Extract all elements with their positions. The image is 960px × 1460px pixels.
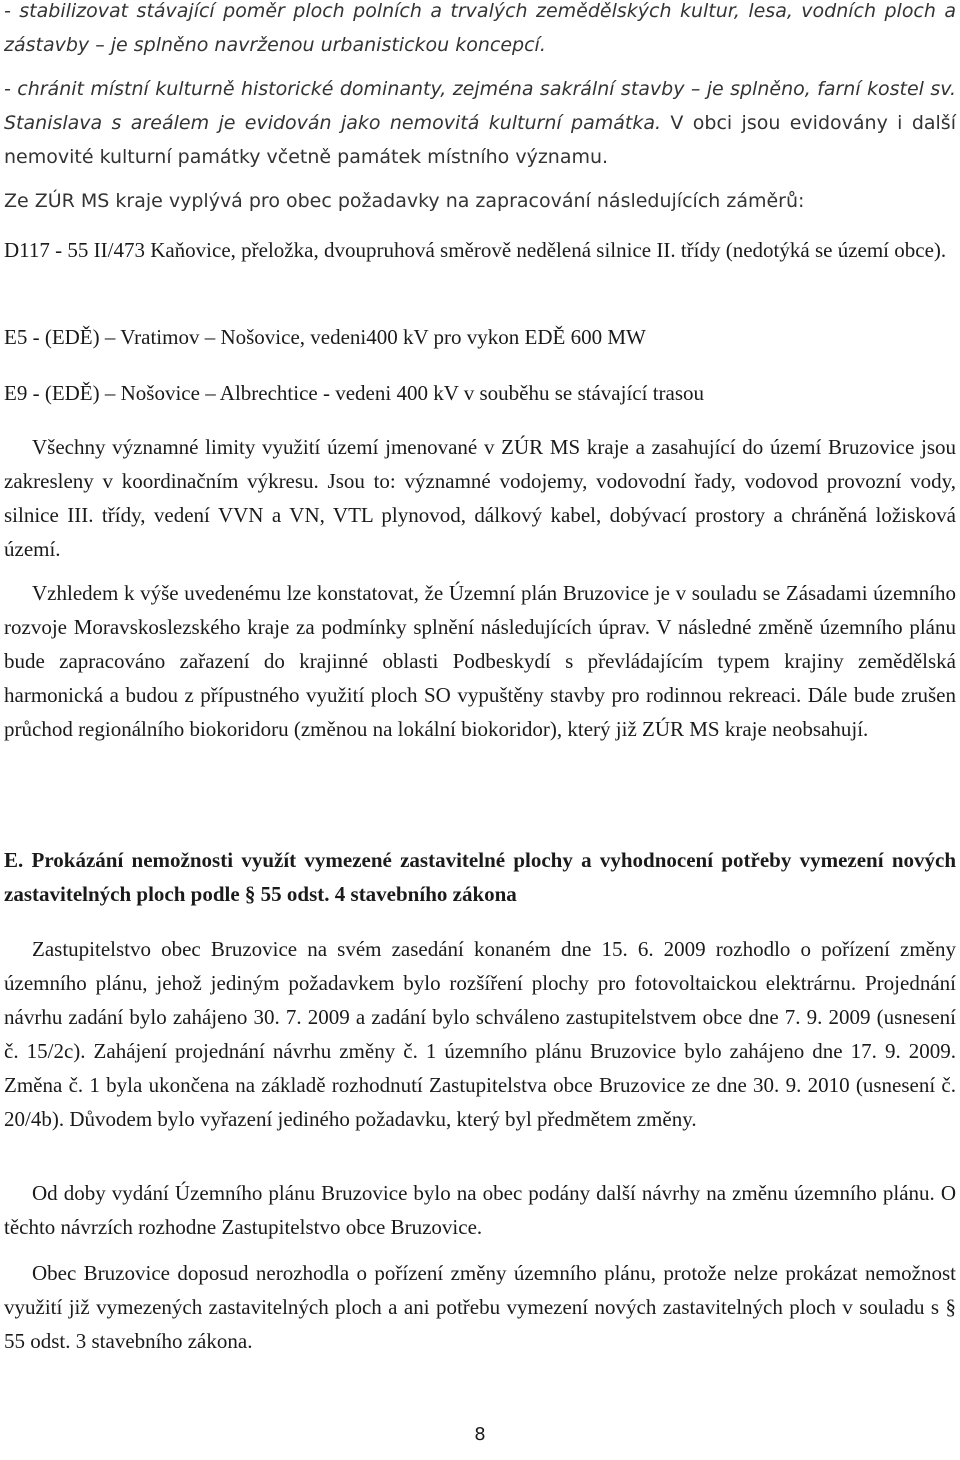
paragraph-cultural-dominants-lead: - chránit místní kulturně historické dominanty, zejména sakrální stavby – je splněno, farní kostel sv. Stanislava s areálem je evidován jako nemovitá kulturní památka. xyxy=(4,78,956,134)
paragraph-cultural-dominants-tail: V obci jsou evidovány i další nemovité kulturní památky včetně památek místního významu. xyxy=(4,112,956,168)
section-heading-e: E. Prokázání nemožnosti využít vymezené zastavitelné plochy a vyhodnocení potřeby vymezení nových zastavitelných ploch podle § 55 odst. 4 stavebního zákona xyxy=(4,848,956,906)
paragraph-e9: E9 - (EDĚ) – Nošovice – Albrechtice - vedeni 400 kV v souběhu se stávající trasou xyxy=(4,381,705,405)
paragraph-new-proposals: Od doby vydání Územního plánu Bruzovice bylo na obec podány další návrhy na změnu územního plánu. O těchto návrzích rozhodne Zastupitelstvo obce Bruzovice. xyxy=(4,1181,956,1239)
paragraph-council-decision: Zastupitelstvo obec Bruzovice na svém zasedání konaném dne 15. 6. 2009 rozhodlo o pořízení změny územního plánu, jehož jediným požadavkem bylo rozšíření plochy pro fotovoltaickou elektrárnu. Projednání návrhu zadání bylo zahájeno 30. 7. 2009 a zadání bylo schváleno zastupitelstvem obce dne 7. 9. 2009 (usnesení č. 15/2c). Zahájení projednání návrhu změny č. 1 územního plánu Bruzovice bylo zahájeno dne 17. 9. 2009. Změna č. 1 byla ukončena na základě rozhodnutí Zastupitelstva obce Bruzovice ze dne 30. 9. 2010 (usnesení č. 20/4b). Důvodem bylo vyřazení jediného požadavku, který byl předmětem změny. xyxy=(4,937,956,1131)
paragraph-cultural-dominants xyxy=(4,72,956,174)
paragraph-conclusion: Vzhledem k výše uvedenému lze konstatovat, že Územní plán Bruzovice je v souladu se Zásadami územního rozvoje Moravskoslezského kraje za podmínky splnění následujících úprav. V následné změně územního plánu bude zapracováno zařazení do krajinné oblasti Podbeskydí s převládajícím typem krajiny zemědělská harmonická a budou z přípustného využití ploch SO vypuštěny stavby pro rodinnou rekreaci. Dále bude zrušen průchod regionálního biokoridoru (změnou na lokální biokoridor), který již ZÚR MS kraje neobsahují. xyxy=(4,581,956,741)
paragraph-e5: E5 - (EDĚ) – Vratimov – Nošovice, vedeni400 kV pro vykon EDĚ 600 MW xyxy=(4,325,646,349)
paragraph-d117: D117 - 55 II/473 Kaňovice, přeložka, dvoupruhová směrově nedělená silnice II. třídy (nedotýká se území obce). xyxy=(4,238,947,262)
document-page xyxy=(4,0,956,1460)
paragraph-stabilize-ratio: - stabilizovat stávající poměr ploch polních a trvalých zemědělských kultur, lesa, vodních ploch a zástavby – je splněno navrženou urbanistickou koncepcí. xyxy=(4,0,956,56)
page-number: 8 xyxy=(474,1424,486,1445)
paragraph-limits: Všechny významné limity využití území jmenované v ZÚR MS kraje a zasahující do území Bruzovice jsou zakresleny v koordinačním výkresu. Jsou to: významné vodojemy, vodovodní řady, vodovod provozní vody, silnice III. třídy, vedení VVN a VN, VTL plynovod, dálkový kabel, dobývací prostory a chráněná ložisková území. xyxy=(4,435,956,561)
paragraph-no-change-decision: Obec Bruzovice doposud nerozhodla o pořízení změny územního plánu, protože nelze prokázat nemožnost využití již vymezených zastavitelných ploch a ani potřebu vymezení nových zastavitelných ploch v souladu s § 55 odst. 3 stavebního zákona. xyxy=(4,1261,956,1353)
paragraph-zur-requirements: Ze ZÚR MS kraje vyplývá pro obec požadavky na zapracování následujících záměrů: xyxy=(4,190,805,212)
